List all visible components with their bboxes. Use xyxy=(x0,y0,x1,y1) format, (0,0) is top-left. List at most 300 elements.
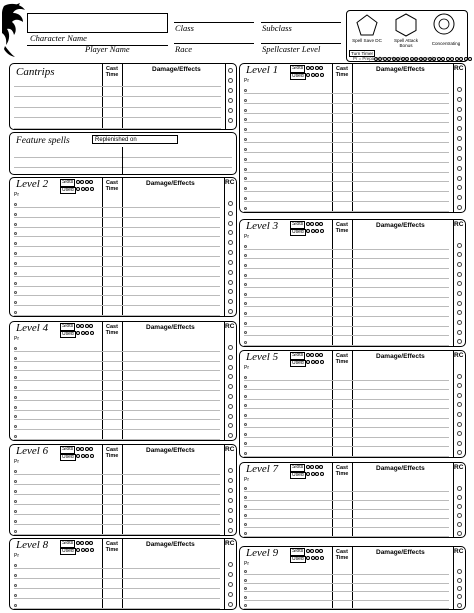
prepared-checkbox[interactable] xyxy=(14,406,17,409)
prepared-checkbox[interactable] xyxy=(244,254,247,257)
hexagon-icon[interactable] xyxy=(394,13,418,37)
spell-row-line[interactable] xyxy=(244,399,449,400)
prepared-checkbox[interactable] xyxy=(14,291,17,294)
turn-timer-circle[interactable] xyxy=(459,57,463,61)
prepared-checkbox[interactable] xyxy=(244,89,247,92)
spell-row-line[interactable] xyxy=(244,456,449,457)
prepared-checkbox[interactable] xyxy=(14,347,17,350)
prepared-checkbox[interactable] xyxy=(244,109,247,112)
rc-checkbox[interactable] xyxy=(457,252,462,257)
used-circle[interactable] xyxy=(315,229,319,233)
rc-checkbox[interactable] xyxy=(228,240,233,245)
used-circle[interactable] xyxy=(320,73,324,77)
spell-row-line[interactable] xyxy=(244,380,449,381)
prepared-checkbox[interactable] xyxy=(244,596,247,599)
slots-circle[interactable] xyxy=(306,465,310,469)
turn-timer-circle[interactable] xyxy=(446,57,450,61)
used-circle[interactable] xyxy=(81,548,85,552)
prepared-checkbox[interactable] xyxy=(244,158,247,161)
rc-checkbox[interactable] xyxy=(457,320,462,325)
rc-checkbox[interactable] xyxy=(457,310,462,315)
prepared-checkbox[interactable] xyxy=(244,138,247,141)
prepared-checkbox[interactable] xyxy=(244,187,247,190)
rc-checkbox[interactable] xyxy=(457,243,462,248)
prepared-checkbox[interactable] xyxy=(244,168,247,171)
spell-row-line[interactable] xyxy=(244,132,449,133)
prepared-checkbox[interactable] xyxy=(14,282,17,285)
spell-row-line[interactable] xyxy=(14,295,220,296)
slots-circle[interactable] xyxy=(85,541,89,545)
spell-slots-tracker[interactable] xyxy=(60,179,94,194)
spell-row-line[interactable] xyxy=(244,408,449,409)
spell-row-line[interactable] xyxy=(14,400,220,401)
used-circle[interactable] xyxy=(311,229,315,233)
prepared-checkbox[interactable] xyxy=(244,197,247,200)
rc-checkbox[interactable] xyxy=(228,98,233,103)
spell-row-line[interactable] xyxy=(14,588,220,589)
used-circle[interactable] xyxy=(90,187,94,191)
rc-checkbox[interactable] xyxy=(228,592,233,597)
rc-checkbox[interactable] xyxy=(228,572,233,577)
slots-circle[interactable] xyxy=(306,222,310,226)
prepared-checkbox[interactable] xyxy=(244,514,247,517)
prepared-checkbox[interactable] xyxy=(14,376,17,379)
rc-checkbox[interactable] xyxy=(228,414,233,419)
used-circle[interactable] xyxy=(85,454,89,458)
used-circle[interactable] xyxy=(90,331,94,335)
prepared-checkbox[interactable] xyxy=(244,341,247,344)
prepared-checkbox[interactable] xyxy=(14,272,17,275)
spell-row-line[interactable] xyxy=(14,246,220,247)
prepared-checkbox[interactable] xyxy=(244,532,247,535)
used-circle[interactable] xyxy=(85,331,89,335)
rc-checkbox[interactable] xyxy=(457,402,462,407)
prepared-checkbox[interactable] xyxy=(244,395,247,398)
prepared-checkbox[interactable] xyxy=(14,584,17,587)
rc-checkbox[interactable] xyxy=(457,422,462,427)
spell-row-line[interactable] xyxy=(244,427,449,428)
prepared-checkbox[interactable] xyxy=(14,425,17,428)
prepared-checkbox[interactable] xyxy=(14,223,17,226)
rc-checkbox[interactable] xyxy=(457,374,462,379)
rc-checkbox[interactable] xyxy=(457,146,462,151)
spell-row-line[interactable] xyxy=(14,128,221,129)
used-circle[interactable] xyxy=(306,360,310,364)
spell-row-line[interactable] xyxy=(244,297,449,298)
used-circle[interactable] xyxy=(306,556,310,560)
used-circle[interactable] xyxy=(320,229,324,233)
prepared-checkbox[interactable] xyxy=(244,433,247,436)
spell-slots-tracker[interactable] xyxy=(60,540,94,555)
slots-circle[interactable] xyxy=(310,465,314,469)
rc-checkbox[interactable] xyxy=(228,355,233,360)
prepared-checkbox[interactable] xyxy=(14,500,17,503)
slots-circle[interactable] xyxy=(310,222,314,226)
prepared-checkbox[interactable] xyxy=(244,283,247,286)
prepared-checkbox[interactable] xyxy=(14,357,17,360)
turn-timer-circle[interactable] xyxy=(441,57,445,61)
rc-checkbox[interactable] xyxy=(457,569,462,574)
rc-checkbox[interactable] xyxy=(228,423,233,428)
rc-checkbox[interactable] xyxy=(457,412,462,417)
used-circle[interactable] xyxy=(320,360,324,364)
slots-circle[interactable] xyxy=(319,465,323,469)
rc-checkbox[interactable] xyxy=(228,201,233,206)
rc-checkbox[interactable] xyxy=(457,431,462,436)
rc-checkbox[interactable] xyxy=(457,339,462,344)
spell-row-line[interactable] xyxy=(14,504,220,505)
prepared-checkbox[interactable] xyxy=(244,523,247,526)
spell-row-line[interactable] xyxy=(14,286,220,287)
slots-circle[interactable] xyxy=(76,541,80,545)
rc-checkbox[interactable] xyxy=(228,230,233,235)
slots-circle[interactable] xyxy=(315,549,319,553)
prepared-checkbox[interactable] xyxy=(14,480,17,483)
rc-checkbox[interactable] xyxy=(228,468,233,473)
rc-checkbox[interactable] xyxy=(457,262,462,267)
slots-circle[interactable] xyxy=(89,541,93,545)
slots-circle[interactable] xyxy=(315,66,319,70)
spell-row-line[interactable] xyxy=(14,474,220,475)
rc-checkbox[interactable] xyxy=(457,578,462,583)
rc-checkbox[interactable] xyxy=(228,478,233,483)
slots-circle[interactable] xyxy=(85,447,89,451)
used-circle[interactable] xyxy=(81,331,85,335)
spell-row-line[interactable] xyxy=(244,527,449,528)
rc-checkbox[interactable] xyxy=(228,384,233,389)
spell-row-line[interactable] xyxy=(14,568,220,569)
spell-row-line[interactable] xyxy=(14,361,220,362)
used-circle[interactable] xyxy=(315,556,319,560)
rc-checkbox[interactable] xyxy=(457,504,462,509)
feature-row[interactable] xyxy=(14,157,232,158)
rc-checkbox[interactable] xyxy=(457,107,462,112)
slots-circle[interactable] xyxy=(310,353,314,357)
spell-row-line[interactable] xyxy=(14,256,220,257)
rc-checkbox[interactable] xyxy=(228,404,233,409)
used-circle[interactable] xyxy=(311,73,315,77)
spell-slots-tracker[interactable] xyxy=(60,323,94,338)
spell-row-line[interactable] xyxy=(14,608,220,609)
rc-checkbox[interactable] xyxy=(457,272,462,277)
prepared-checkbox[interactable] xyxy=(14,594,17,597)
spell-row-line[interactable] xyxy=(244,181,449,182)
prepared-checkbox[interactable] xyxy=(14,262,17,265)
used-circle[interactable] xyxy=(76,454,80,458)
rc-checkbox[interactable] xyxy=(228,582,233,587)
rc-checkbox[interactable] xyxy=(228,498,233,503)
prepared-checkbox[interactable] xyxy=(244,505,247,508)
prepared-checkbox[interactable] xyxy=(244,414,247,417)
spell-row-line[interactable] xyxy=(244,249,449,250)
rc-checkbox[interactable] xyxy=(228,68,233,73)
rc-checkbox[interactable] xyxy=(457,281,462,286)
prepared-checkbox[interactable] xyxy=(244,404,247,407)
spell-row-line[interactable] xyxy=(244,536,449,537)
slots-circle[interactable] xyxy=(315,222,319,226)
spell-row-line[interactable] xyxy=(244,326,449,327)
rc-checkbox[interactable] xyxy=(457,522,462,527)
rc-checkbox[interactable] xyxy=(228,433,233,438)
spell-row-line[interactable] xyxy=(244,518,449,519)
used-circle[interactable] xyxy=(306,73,310,77)
prepared-checkbox[interactable] xyxy=(244,331,247,334)
rc-checkbox[interactable] xyxy=(457,301,462,306)
used-circle[interactable] xyxy=(90,454,94,458)
rc-checkbox[interactable] xyxy=(457,195,462,200)
slots-circle[interactable] xyxy=(76,447,80,451)
prepared-checkbox[interactable] xyxy=(14,530,17,533)
rc-checkbox[interactable] xyxy=(228,88,233,93)
used-circle[interactable] xyxy=(311,472,315,476)
spell-slots-tracker[interactable] xyxy=(60,446,94,461)
used-circle[interactable] xyxy=(76,331,80,335)
spell-row-line[interactable] xyxy=(14,578,220,579)
rc-checkbox[interactable] xyxy=(457,513,462,518)
prepared-checkbox[interactable] xyxy=(14,470,17,473)
prepared-checkbox[interactable] xyxy=(14,232,17,235)
spell-row-line[interactable] xyxy=(14,410,220,411)
spell-row-line[interactable] xyxy=(244,316,449,317)
spell-row-line[interactable] xyxy=(244,335,449,336)
spell-row-line[interactable] xyxy=(244,583,449,584)
spell-row-line[interactable] xyxy=(244,201,449,202)
rc-checkbox[interactable] xyxy=(228,260,233,265)
prepared-checkbox[interactable] xyxy=(14,396,17,399)
spell-row-line[interactable] xyxy=(244,142,449,143)
used-circle[interactable] xyxy=(85,548,89,552)
rc-checkbox[interactable] xyxy=(457,156,462,161)
turn-timer-circle[interactable] xyxy=(450,57,454,61)
spell-row-line[interactable] xyxy=(14,276,220,277)
prepared-checkbox[interactable] xyxy=(14,510,17,513)
spell-slots-tracker[interactable] xyxy=(290,65,324,80)
slots-circle[interactable] xyxy=(319,549,323,553)
rc-checkbox[interactable] xyxy=(228,108,233,113)
prepared-checkbox[interactable] xyxy=(244,148,247,151)
prepared-checkbox[interactable] xyxy=(14,574,17,577)
spell-slots-tracker[interactable] xyxy=(290,352,324,367)
spell-row-line[interactable] xyxy=(14,96,221,97)
rc-checkbox[interactable] xyxy=(228,250,233,255)
spell-row-line[interactable] xyxy=(244,113,449,114)
used-circle[interactable] xyxy=(90,548,94,552)
spell-row-line[interactable] xyxy=(244,446,449,447)
rc-checkbox[interactable] xyxy=(457,393,462,398)
rc-checkbox[interactable] xyxy=(457,441,462,446)
prepared-checkbox[interactable] xyxy=(244,177,247,180)
prepared-checkbox[interactable] xyxy=(14,213,17,216)
spell-row-line[interactable] xyxy=(244,191,449,192)
prepared-checkbox[interactable] xyxy=(244,587,247,590)
used-circle[interactable] xyxy=(320,556,324,560)
rc-checkbox[interactable] xyxy=(457,116,462,121)
spell-row-line[interactable] xyxy=(244,591,449,592)
used-circle[interactable] xyxy=(311,360,315,364)
spell-row-line[interactable] xyxy=(14,514,220,515)
turn-timer-circle[interactable] xyxy=(464,57,468,61)
rc-checkbox[interactable] xyxy=(457,291,462,296)
spell-row-line[interactable] xyxy=(244,418,449,419)
prepared-checkbox[interactable] xyxy=(244,99,247,102)
spell-row-line[interactable] xyxy=(244,258,449,259)
rc-checkbox[interactable] xyxy=(228,528,233,533)
spell-row-line[interactable] xyxy=(14,494,220,495)
spell-row-line[interactable] xyxy=(14,227,220,228)
spell-row-line[interactable] xyxy=(244,574,449,575)
prepared-checkbox[interactable] xyxy=(14,490,17,493)
rc-checkbox[interactable] xyxy=(228,211,233,216)
rc-checkbox[interactable] xyxy=(457,136,462,141)
rc-checkbox[interactable] xyxy=(457,603,462,608)
rc-checkbox[interactable] xyxy=(228,299,233,304)
spell-row-line[interactable] xyxy=(244,287,449,288)
rc-checkbox[interactable] xyxy=(228,518,233,523)
spell-slots-tracker[interactable] xyxy=(290,464,324,479)
slots-circle[interactable] xyxy=(319,353,323,357)
spell-row-line[interactable] xyxy=(244,93,449,94)
rc-checkbox[interactable] xyxy=(228,270,233,275)
prepared-checkbox[interactable] xyxy=(14,366,17,369)
prepared-checkbox[interactable] xyxy=(14,564,17,567)
concentration-circle-icon[interactable] xyxy=(433,13,455,35)
slots-circle[interactable] xyxy=(80,541,84,545)
prepared-checkbox[interactable] xyxy=(244,579,247,582)
spell-row-line[interactable] xyxy=(244,172,449,173)
rc-checkbox[interactable] xyxy=(457,531,462,536)
rc-checkbox[interactable] xyxy=(457,176,462,181)
spell-row-line[interactable] xyxy=(14,380,220,381)
spell-row-line[interactable] xyxy=(244,122,449,123)
rc-checkbox[interactable] xyxy=(228,309,233,314)
spell-row-line[interactable] xyxy=(14,524,220,525)
rc-checkbox[interactable] xyxy=(228,289,233,294)
rc-checkbox[interactable] xyxy=(457,185,462,190)
rc-checkbox[interactable] xyxy=(228,280,233,285)
spell-row-line[interactable] xyxy=(244,306,449,307)
rc-checkbox[interactable] xyxy=(228,345,233,350)
rc-checkbox[interactable] xyxy=(457,495,462,500)
feature-row[interactable] xyxy=(14,167,232,168)
rc-checkbox[interactable] xyxy=(457,166,462,171)
used-circle[interactable] xyxy=(81,454,85,458)
rc-checkbox[interactable] xyxy=(228,78,233,83)
rc-checkbox[interactable] xyxy=(457,87,462,92)
spell-row-line[interactable] xyxy=(244,608,449,609)
spell-row-line[interactable] xyxy=(14,305,220,306)
rc-checkbox[interactable] xyxy=(457,330,462,335)
slots-circle[interactable] xyxy=(315,353,319,357)
spell-row-line[interactable] xyxy=(14,419,220,420)
prepared-checkbox[interactable] xyxy=(14,415,17,418)
prepared-checkbox[interactable] xyxy=(244,128,247,131)
rc-checkbox[interactable] xyxy=(228,365,233,370)
prepared-checkbox[interactable] xyxy=(244,487,247,490)
spell-row-line[interactable] xyxy=(14,236,220,237)
spell-row-line[interactable] xyxy=(14,207,220,208)
slots-circle[interactable] xyxy=(306,549,310,553)
spell-row-line[interactable] xyxy=(14,534,220,535)
rc-checkbox[interactable] xyxy=(228,374,233,379)
prepared-checkbox[interactable] xyxy=(244,322,247,325)
spell-row-line[interactable] xyxy=(244,509,449,510)
slots-circle[interactable] xyxy=(306,66,310,70)
turn-timer-circle[interactable] xyxy=(468,57,472,61)
prepared-checkbox[interactable] xyxy=(244,274,247,277)
rc-checkbox[interactable] xyxy=(228,562,233,567)
spell-row-line[interactable] xyxy=(244,268,449,269)
prepared-checkbox[interactable] xyxy=(244,293,247,296)
rc-checkbox[interactable] xyxy=(457,586,462,591)
prepared-checkbox[interactable] xyxy=(244,245,247,248)
spell-row-line[interactable] xyxy=(14,117,221,118)
spell-row-line[interactable] xyxy=(14,315,220,316)
slots-circle[interactable] xyxy=(89,180,93,184)
spell-row-line[interactable] xyxy=(14,107,221,108)
spell-row-line[interactable] xyxy=(244,103,449,104)
rc-checkbox[interactable] xyxy=(228,488,233,493)
slots-circle[interactable] xyxy=(85,324,89,328)
spell-row-line[interactable] xyxy=(244,211,449,212)
spell-row-line[interactable] xyxy=(14,351,220,352)
prepared-checkbox[interactable] xyxy=(244,452,247,455)
spell-row-line[interactable] xyxy=(244,500,449,501)
prepared-checkbox[interactable] xyxy=(244,385,247,388)
slots-circle[interactable] xyxy=(76,180,80,184)
spell-row-line[interactable] xyxy=(244,389,449,390)
used-circle[interactable] xyxy=(85,187,89,191)
spell-row-line[interactable] xyxy=(14,266,220,267)
rc-checkbox[interactable] xyxy=(457,205,462,210)
spell-slots-tracker[interactable] xyxy=(290,221,324,236)
prepared-checkbox[interactable] xyxy=(14,301,17,304)
used-circle[interactable] xyxy=(76,187,80,191)
slots-circle[interactable] xyxy=(80,324,84,328)
rc-checkbox[interactable] xyxy=(228,508,233,513)
slots-circle[interactable] xyxy=(306,353,310,357)
rc-checkbox[interactable] xyxy=(228,118,233,123)
used-circle[interactable] xyxy=(306,229,310,233)
prepared-checkbox[interactable] xyxy=(244,604,247,607)
character-name-field[interactable] xyxy=(27,13,168,33)
used-circle[interactable] xyxy=(315,73,319,77)
spell-row-line[interactable] xyxy=(244,345,449,346)
slots-circle[interactable] xyxy=(319,222,323,226)
rc-checkbox[interactable] xyxy=(457,486,462,491)
spell-row-line[interactable] xyxy=(14,439,220,440)
used-circle[interactable] xyxy=(306,472,310,476)
spell-row-line[interactable] xyxy=(14,86,221,87)
spell-row-line[interactable] xyxy=(244,278,449,279)
slots-circle[interactable] xyxy=(80,447,84,451)
prepared-checkbox[interactable] xyxy=(244,376,247,379)
spell-row-line[interactable] xyxy=(14,217,220,218)
replenished-on-field[interactable] xyxy=(92,135,178,144)
spell-row-line[interactable] xyxy=(244,600,449,601)
spell-row-line[interactable] xyxy=(14,598,220,599)
slots-circle[interactable] xyxy=(310,549,314,553)
slots-circle[interactable] xyxy=(315,465,319,469)
prepared-checkbox[interactable] xyxy=(244,264,247,267)
prepared-checkbox[interactable] xyxy=(244,312,247,315)
used-circle[interactable] xyxy=(320,472,324,476)
prepared-checkbox[interactable] xyxy=(14,203,17,206)
prepared-checkbox[interactable] xyxy=(14,311,17,314)
slots-circle[interactable] xyxy=(85,180,89,184)
rc-checkbox[interactable] xyxy=(228,394,233,399)
prepared-checkbox[interactable] xyxy=(244,423,247,426)
prepared-checkbox[interactable] xyxy=(14,252,17,255)
